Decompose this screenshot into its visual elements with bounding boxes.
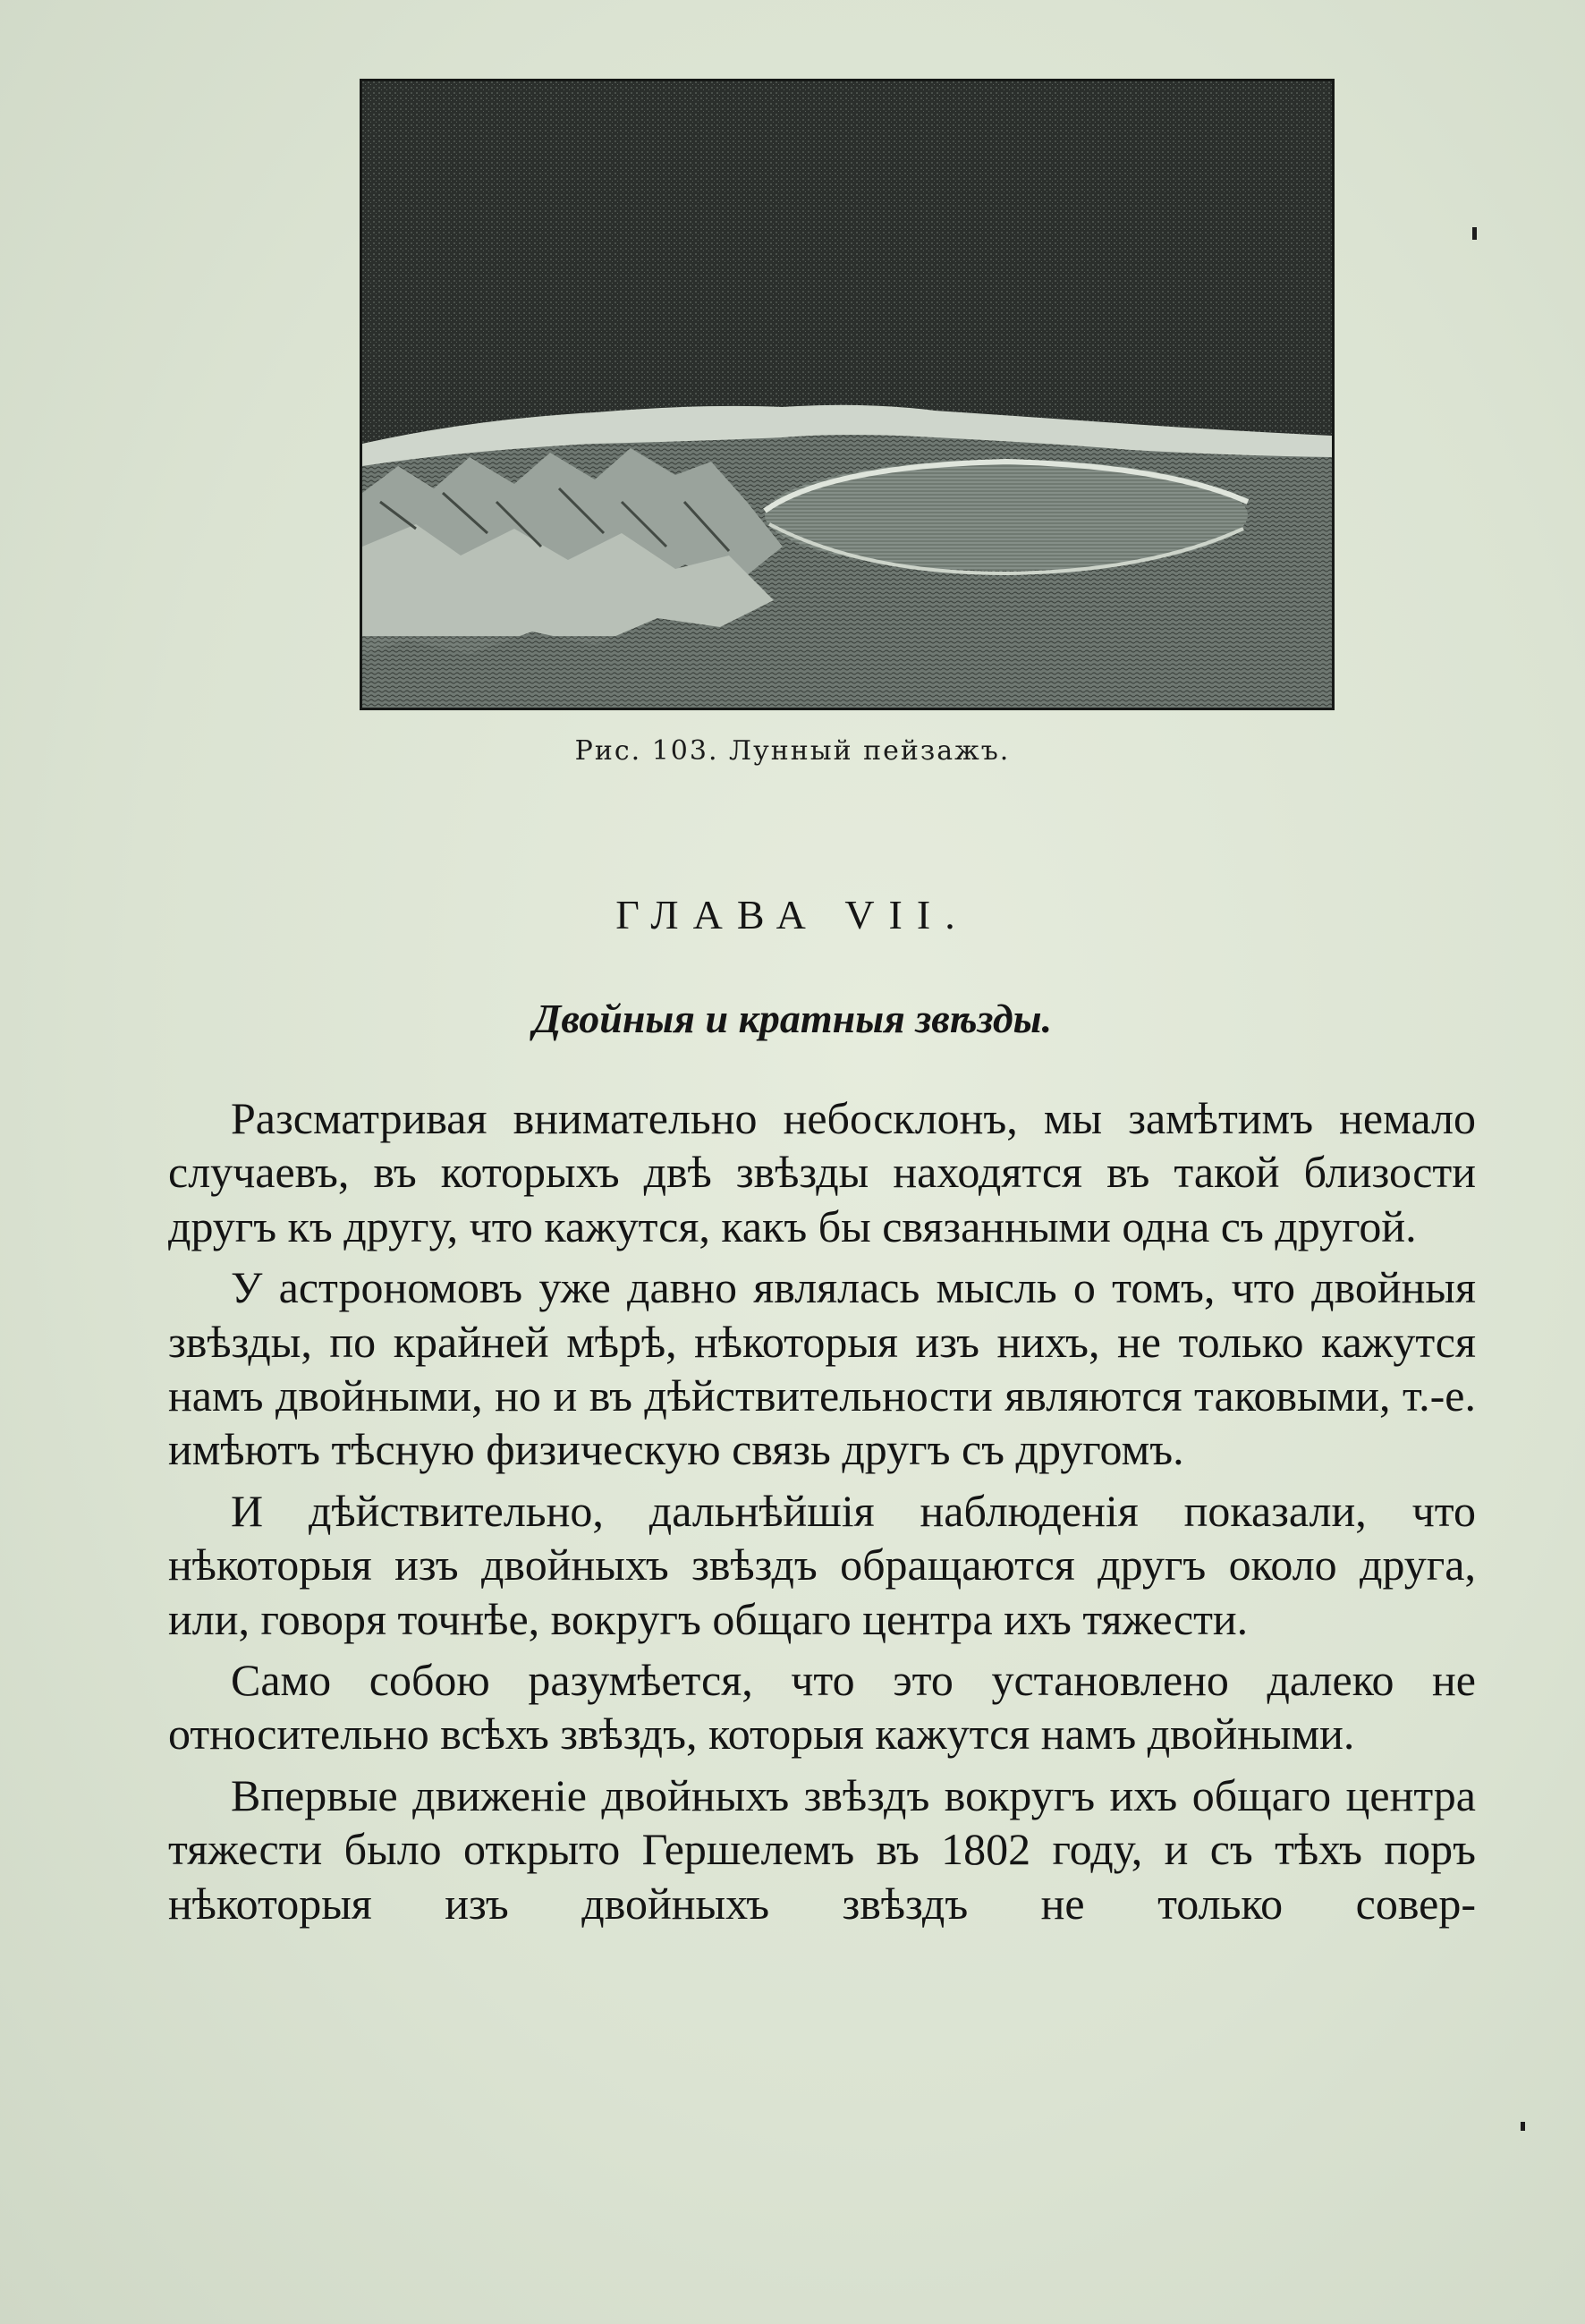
paragraph: И дѣйствительно, дальнѣйшія наблюденія показали, что нѣкоторыя изъ двойныхъ звѣздъ обращаются другъ около друга, или, говоря точнѣе, вокругъ общаго центра ихъ тяжести.	[168, 1485, 1476, 1644]
chapter-subtitle: Двойныя и кратныя звѣзды.	[532, 996, 1053, 1041]
lunar-landscape-illustration	[360, 79, 1335, 710]
paragraph: Само собою разумѣется, что это установлено далеко не относительно всѣхъ звѣздъ, которыя кажутся намъ двойными.	[168, 1655, 1476, 1760]
paragraph: Впервые движеніе двойныхъ звѣздъ вокругъ ихъ общаго центра тяжести было открыто Гершелемъ въ 1802 году, и съ тѣхъ поръ нѣкоторыя изъ двойныхъ звѣздъ не только совер-	[168, 1769, 1476, 1929]
body-text	[168, 1091, 1476, 1930]
chapter-heading: ГЛАВА VII.	[615, 892, 970, 937]
print-speck	[1521, 2122, 1525, 2131]
figure-caption: Рис. 103. Лунный пейзажъ.	[574, 735, 1011, 767]
engraving-image	[362, 81, 1332, 708]
paragraph: У астрономовъ уже давно являлась мысль о томъ, что двойныя звѣзды, по крайней мѣрѣ, нѣкоторыя изъ нихъ, не только кажутся намъ двойными, но и въ дѣйствительности являются таковыми, т.-е. имѣютъ тѣсную физическую связь другъ съ другомъ.	[168, 1262, 1476, 1475]
paragraph: Разсматривая внимательно небосклонъ, мы замѣтимъ немало случаевъ, въ которыхъ двѣ звѣзды находятся въ такой близости другъ къ другу, что кажутся, какъ бы связанными одна съ другой.	[168, 1093, 1476, 1251]
print-speck	[1472, 227, 1477, 240]
